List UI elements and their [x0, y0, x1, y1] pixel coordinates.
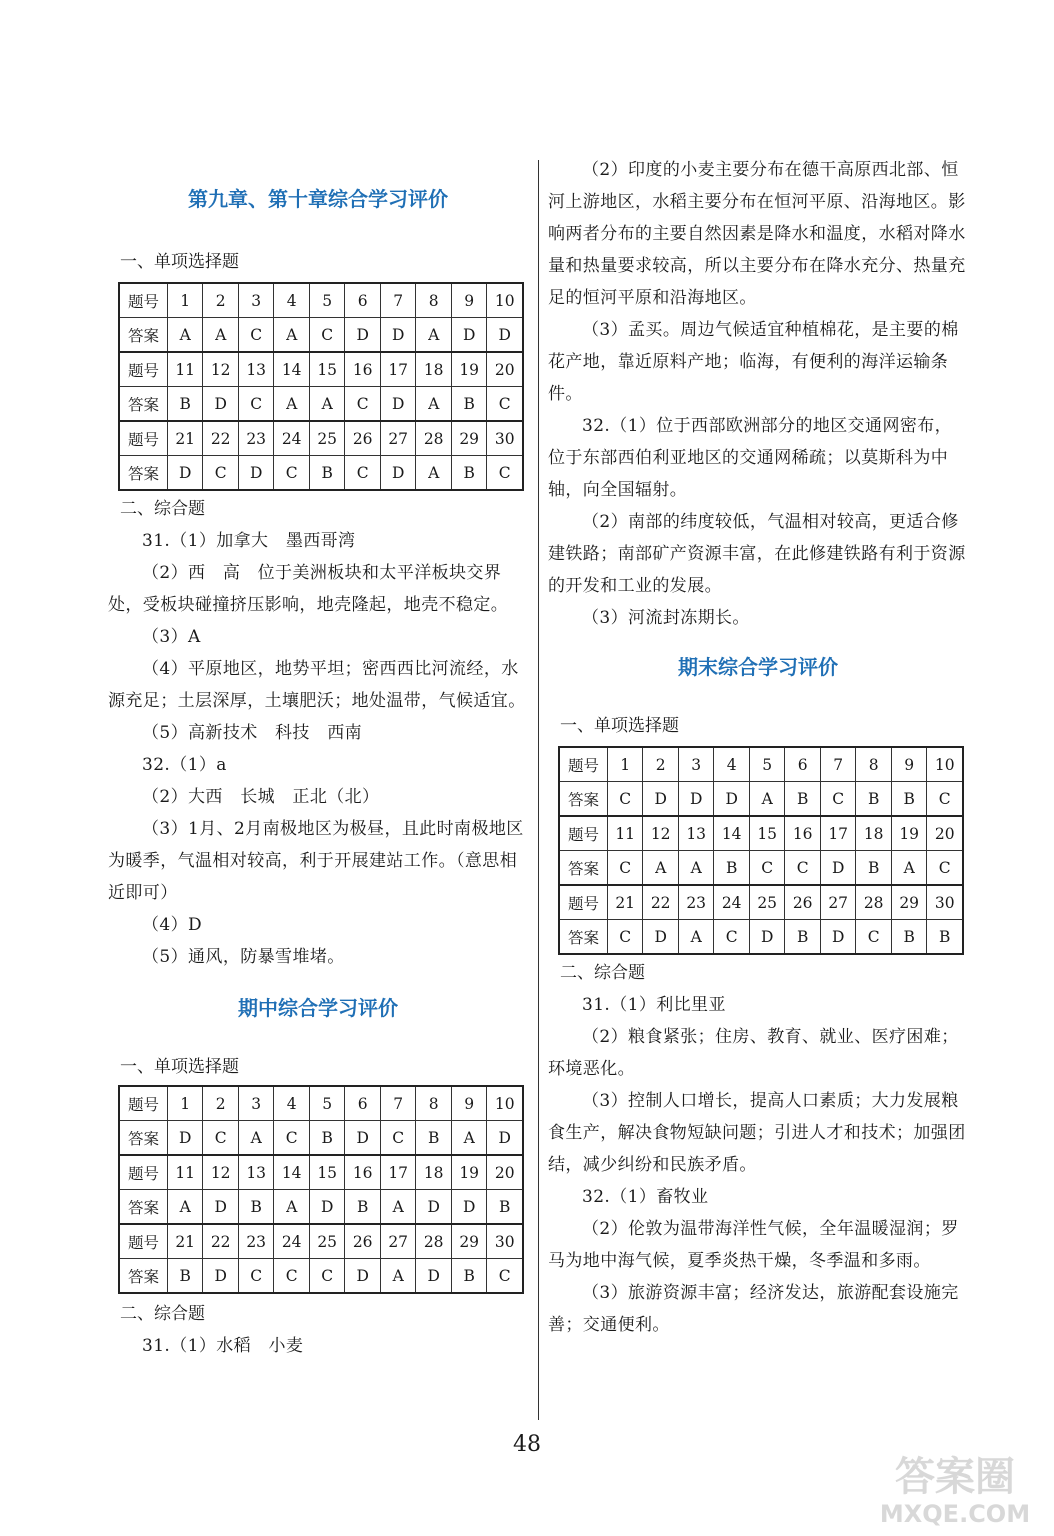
answer-cell: C — [238, 387, 274, 422]
question-number-cell: 28 — [416, 1224, 452, 1259]
answer-cell: B — [416, 1121, 452, 1156]
left-column — [108, 150, 528, 1362]
answer-cell: D — [451, 1190, 487, 1225]
answer-cell: B — [487, 1190, 523, 1225]
question-number-cell: 7 — [380, 1086, 416, 1121]
row-label-question: 题号 — [119, 1155, 167, 1190]
answer-cell: D — [820, 851, 856, 886]
answer-cell: B — [167, 1259, 203, 1294]
question-number-cell: 1 — [167, 283, 203, 318]
question-number-cell: 2 — [203, 283, 239, 318]
answer-cell: D — [451, 318, 487, 353]
question-number-cell: 12 — [643, 816, 679, 851]
answer-cell: B — [309, 1121, 345, 1156]
question-number-cell: 18 — [856, 816, 892, 851]
question-number-cell: 19 — [451, 1155, 487, 1190]
answer-cell: B — [927, 920, 963, 955]
answer-cell: D — [167, 456, 203, 491]
answer-cell: A — [203, 318, 239, 353]
answer-row — [119, 318, 523, 353]
answer-cell: D — [643, 920, 679, 955]
question-number-cell: 15 — [749, 816, 785, 851]
answer-cell: C — [749, 851, 785, 886]
answer-cell: A — [167, 318, 203, 353]
question-number-cell: 30 — [487, 421, 523, 456]
question-number-cell: 1 — [167, 1086, 203, 1121]
answer-cell: A — [274, 387, 310, 422]
answer-paragraph: （3）控制人口增长，提高人口素质；大力发展粮食生产，解决食物短缺问题；引进人才和技术；加强团结，减少纠纷和民族矛盾。 — [548, 1091, 966, 1175]
row-label-answer: 答案 — [559, 782, 607, 817]
answer-paragraph: 31.（1）加拿大 墨西哥湾 — [142, 531, 356, 551]
question-number-row — [559, 885, 963, 920]
question-number-cell: 14 — [274, 1155, 310, 1190]
question-number-cell: 19 — [891, 816, 927, 851]
answer-cell: B — [238, 1190, 274, 1225]
answer-cell: C — [380, 1121, 416, 1156]
answer-paragraph: （4）D — [142, 915, 203, 935]
question-number-cell: 20 — [487, 352, 523, 387]
answer-cell: A — [416, 456, 452, 491]
mcq-heading: 一、单项选择题 — [120, 252, 239, 272]
question-number-cell: 6 — [345, 283, 381, 318]
answer-paragraph: （5）通风，防暴雪堆堵。 — [142, 947, 345, 967]
answer-cell: C — [714, 920, 750, 955]
question-number-cell: 20 — [487, 1155, 523, 1190]
question-number-cell: 8 — [416, 283, 452, 318]
question-number-cell: 5 — [309, 1086, 345, 1121]
question-number-cell: 27 — [820, 885, 856, 920]
question-number-cell: 30 — [927, 885, 963, 920]
answer-cell: A — [678, 920, 714, 955]
question-number-cell: 24 — [714, 885, 750, 920]
question-number-row — [119, 1086, 523, 1121]
question-number-row — [119, 283, 523, 318]
row-label-question: 题号 — [119, 352, 167, 387]
answer-cell: A — [891, 851, 927, 886]
question-number-cell: 24 — [274, 421, 310, 456]
question-number-cell: 17 — [380, 352, 416, 387]
answer-row — [559, 920, 963, 955]
question-number-row — [559, 816, 963, 851]
question-number-cell: 28 — [416, 421, 452, 456]
question-number-cell: 21 — [167, 1224, 203, 1259]
question-number-cell: 9 — [451, 283, 487, 318]
question-number-cell: 19 — [451, 352, 487, 387]
answer-paragraph: 31.（1）水稻 小麦 — [142, 1336, 304, 1356]
answer-cell: D — [416, 1259, 452, 1294]
question-number-cell: 2 — [643, 747, 679, 782]
answer-cell: C — [785, 851, 821, 886]
question-number-cell: 11 — [167, 352, 203, 387]
answer-cell: B — [345, 1190, 381, 1225]
question-number-cell: 21 — [167, 421, 203, 456]
row-label-question: 题号 — [119, 1086, 167, 1121]
question-number-cell: 16 — [345, 352, 381, 387]
answer-paragraph: 32.（1）a — [142, 755, 227, 775]
question-number-cell: 10 — [487, 283, 523, 318]
section-title-ch9-10: 第九章、第十章综合学习评价 — [188, 187, 448, 211]
row-label-question: 题号 — [559, 747, 607, 782]
question-number-cell: 11 — [167, 1155, 203, 1190]
answer-cell: A — [380, 1190, 416, 1225]
question-number-cell: 28 — [856, 885, 892, 920]
answer-cell: B — [309, 456, 345, 491]
question-number-cell: 25 — [749, 885, 785, 920]
question-number-cell: 29 — [451, 1224, 487, 1259]
answer-cell: A — [274, 1190, 310, 1225]
question-number-cell: 5 — [309, 283, 345, 318]
answer-cell: D — [345, 1121, 381, 1156]
answer-cell: B — [451, 387, 487, 422]
row-label-answer: 答案 — [119, 387, 167, 422]
answer-cell: A — [274, 318, 310, 353]
answer-paragraph: 31.（1）利比里亚 — [582, 995, 726, 1015]
answer-cell: C — [856, 920, 892, 955]
answer-cell: C — [274, 456, 310, 491]
answer-cell: C — [487, 1259, 523, 1294]
answer-cell: A — [416, 318, 452, 353]
answer-cell: C — [487, 456, 523, 491]
answer-cell: D — [820, 920, 856, 955]
answers-continued — [548, 154, 968, 634]
question-number-cell: 13 — [678, 816, 714, 851]
answer-cell: D — [643, 782, 679, 817]
question-number-cell: 15 — [309, 1155, 345, 1190]
question-number-cell: 26 — [345, 1224, 381, 1259]
question-number-cell: 12 — [203, 352, 239, 387]
question-number-cell: 20 — [927, 816, 963, 851]
answer-cell: C — [309, 1259, 345, 1294]
question-number-cell: 23 — [238, 1224, 274, 1259]
question-number-cell: 8 — [856, 747, 892, 782]
question-number-row — [559, 747, 963, 782]
answer-cell: B — [891, 782, 927, 817]
answer-row — [119, 387, 523, 422]
answer-cell: D — [714, 782, 750, 817]
answer-paragraph: （4）平原地区，地势平坦；密西西比河流经，水源充足；土层深厚，土壤肥沃；地处温带，气候适宜。 — [108, 659, 526, 711]
answer-cell: B — [891, 920, 927, 955]
answer-paragraph: （5）高新技术 科技 西南 — [142, 723, 363, 743]
question-number-cell: 7 — [380, 283, 416, 318]
answer-cell: D — [309, 1190, 345, 1225]
answer-cell: A — [309, 387, 345, 422]
question-number-cell: 22 — [643, 885, 679, 920]
answer-cell: D — [749, 920, 785, 955]
question-number-cell: 29 — [451, 421, 487, 456]
answer-cell: D — [678, 782, 714, 817]
question-number-cell: 17 — [820, 816, 856, 851]
question-number-cell: 22 — [203, 421, 239, 456]
watermark-url: MXQE.COM — [879, 1500, 1031, 1528]
answer-cell: B — [856, 782, 892, 817]
answers-final — [548, 989, 968, 1341]
question-number-cell: 9 — [891, 747, 927, 782]
question-number-cell: 6 — [345, 1086, 381, 1121]
question-number-cell: 15 — [309, 352, 345, 387]
question-number-cell: 13 — [238, 352, 274, 387]
answer-cell: C — [274, 1121, 310, 1156]
answer-paragraph: （3）旅游资源丰富；经济发达，旅游配套设施完善；交通便利。 — [548, 1283, 959, 1335]
answer-cell: C — [203, 1121, 239, 1156]
question-number-cell: 5 — [749, 747, 785, 782]
row-label-answer: 答案 — [559, 851, 607, 886]
answer-cell: C — [345, 387, 381, 422]
answer-cell: A — [416, 387, 452, 422]
answer-cell: D — [345, 1259, 381, 1294]
answer-paragraph: （2）伦敦为温带海洋性气候，全年温暖湿润；罗马为地中海气候，夏季炎热干燥，冬季温和多雨。 — [548, 1219, 959, 1271]
answer-cell: D — [203, 1259, 239, 1294]
answer-cell: C — [927, 782, 963, 817]
question-number-cell: 13 — [238, 1155, 274, 1190]
watermark-title: 答案圈 — [895, 1454, 1015, 1500]
answer-paragraph: （2）南部的纬度较低，气温相对较高，更适合修建铁路；南部矿产资源丰富，在此修建铁路有利于资源的开发和工业的发展。 — [548, 512, 966, 596]
question-number-cell: 3 — [238, 283, 274, 318]
answer-row — [119, 1259, 523, 1294]
answer-cell: D — [487, 318, 523, 353]
answer-paragraph: 32.（1）位于西部欧洲部分的地区交通网密布，位于东部西伯利亚地区的交通网稀疏；以莫斯科为中轴，向全国辐射。 — [548, 416, 953, 500]
question-number-row — [119, 1224, 523, 1259]
answer-cell: D — [380, 387, 416, 422]
column-divider — [538, 160, 539, 1420]
answer-paragraph: （3）A — [142, 627, 201, 647]
answer-cell: C — [203, 456, 239, 491]
answer-cell: C — [927, 851, 963, 886]
question-number-row — [119, 1155, 523, 1190]
answer-paragraph: （2）西 高 位于美洲板块和太平洋板块交界处，受板块碰撞挤压影响，地壳隆起，地壳不稳定。 — [108, 563, 509, 615]
answer-paragraph: （3）孟买。周边气候适宜种植棉花，是主要的棉花产地，靠近原料产地；临海，有便利的海洋运输条件。 — [548, 320, 959, 404]
answer-row — [119, 456, 523, 491]
answer-cell: B — [714, 851, 750, 886]
question-number-cell: 16 — [785, 816, 821, 851]
answer-cell: B — [856, 851, 892, 886]
answer-cell: D — [203, 387, 239, 422]
question-number-row — [119, 352, 523, 387]
row-label-answer: 答案 — [119, 318, 167, 353]
answer-table-ch9-10 — [118, 282, 524, 491]
answers-ch9-10 — [108, 525, 528, 973]
answer-cell: A — [380, 1259, 416, 1294]
answer-cell: A — [749, 782, 785, 817]
answer-paragraph: 32.（1）畜牧业 — [582, 1187, 709, 1207]
page-number: 48 — [513, 1432, 541, 1457]
answer-paragraph: （3）1月、2月南极地区为极昼，且此时南极地区为暖季，气温相对较高，利于开展建站工作。（意思相近即可） — [108, 819, 524, 903]
watermark-logo — [870, 1444, 1040, 1528]
row-label-answer: 答案 — [119, 1121, 167, 1156]
mcq-heading: 一、单项选择题 — [560, 716, 679, 736]
mcq-heading: 一、单项选择题 — [120, 1057, 239, 1077]
row-label-question: 题号 — [119, 1224, 167, 1259]
question-number-cell: 21 — [607, 885, 643, 920]
question-number-cell: 23 — [238, 421, 274, 456]
question-number-row — [119, 421, 523, 456]
section-title-midterm: 期中综合学习评价 — [238, 996, 398, 1020]
answer-cell: D — [380, 318, 416, 353]
question-number-cell: 4 — [714, 747, 750, 782]
question-number-cell: 14 — [274, 352, 310, 387]
question-number-cell: 27 — [380, 1224, 416, 1259]
question-number-cell: 11 — [607, 816, 643, 851]
answer-cell: C — [309, 318, 345, 353]
question-number-cell: 25 — [309, 1224, 345, 1259]
question-number-cell: 14 — [714, 816, 750, 851]
answer-row — [559, 782, 963, 817]
answer-cell: C — [607, 851, 643, 886]
answer-cell: D — [238, 456, 274, 491]
answer-cell: D — [416, 1190, 452, 1225]
answer-cell: B — [451, 1259, 487, 1294]
answer-cell: D — [203, 1190, 239, 1225]
answer-cell: C — [238, 318, 274, 353]
row-label-question: 题号 — [559, 885, 607, 920]
question-number-cell: 18 — [416, 352, 452, 387]
question-number-cell: 8 — [416, 1086, 452, 1121]
answer-cell: D — [380, 456, 416, 491]
answer-cell: D — [487, 1121, 523, 1156]
answer-cell: B — [785, 920, 821, 955]
answer-row — [119, 1121, 523, 1156]
answer-cell: D — [167, 1121, 203, 1156]
row-label-answer: 答案 — [559, 920, 607, 955]
question-number-cell: 27 — [380, 421, 416, 456]
question-number-cell: 9 — [451, 1086, 487, 1121]
question-number-cell: 6 — [785, 747, 821, 782]
row-label-question: 题号 — [119, 421, 167, 456]
answer-paragraph: （2）大西 长城 正北（北） — [142, 787, 380, 807]
answer-cell: D — [345, 318, 381, 353]
question-number-cell: 26 — [785, 885, 821, 920]
answer-cell: C — [238, 1259, 274, 1294]
question-number-cell: 10 — [487, 1086, 523, 1121]
answer-table-final — [558, 746, 964, 955]
question-number-cell: 30 — [487, 1224, 523, 1259]
question-number-cell: 3 — [238, 1086, 274, 1121]
row-label-answer: 答案 — [119, 1259, 167, 1294]
question-number-cell: 10 — [927, 747, 963, 782]
row-label-question: 题号 — [119, 283, 167, 318]
section-title-final: 期末综合学习评价 — [678, 655, 838, 679]
answer-cell: C — [820, 782, 856, 817]
question-number-cell: 29 — [891, 885, 927, 920]
answer-paragraph: （3）河流封冻期长。 — [582, 608, 750, 628]
question-number-cell: 24 — [274, 1224, 310, 1259]
question-number-cell: 3 — [678, 747, 714, 782]
answer-table-midterm — [118, 1085, 524, 1294]
answer-cell: B — [167, 387, 203, 422]
question-number-cell: 12 — [203, 1155, 239, 1190]
answer-cell: A — [643, 851, 679, 886]
question-number-cell: 18 — [416, 1155, 452, 1190]
question-number-cell: 22 — [203, 1224, 239, 1259]
answers-midterm — [108, 1330, 528, 1362]
answer-cell: A — [451, 1121, 487, 1156]
row-label-answer: 答案 — [119, 456, 167, 491]
question-number-cell: 7 — [820, 747, 856, 782]
row-label-question: 题号 — [559, 816, 607, 851]
right-column — [548, 150, 968, 1341]
answer-cell: A — [238, 1121, 274, 1156]
answer-cell: A — [678, 851, 714, 886]
answer-paragraph: （2）粮食紧张；住房、教育、就业、医疗困难；环境恶化。 — [548, 1027, 959, 1079]
answer-cell: A — [167, 1190, 203, 1225]
question-number-cell: 25 — [309, 421, 345, 456]
answer-cell: C — [607, 920, 643, 955]
question-number-cell: 4 — [274, 1086, 310, 1121]
question-number-cell: 2 — [203, 1086, 239, 1121]
question-number-cell: 23 — [678, 885, 714, 920]
question-number-cell: 16 — [345, 1155, 381, 1190]
answer-paragraph: （2）印度的小麦主要分布在德干高原西北部、恒河上游地区，水稻主要分布在恒河平原、沿海地区。影响两者分布的主要自然因素是降水和温度，水稻对降水量和热量要求较高，所以主要分布在降水充分、热量充足的恒河平原和沿海地区。 — [548, 160, 966, 308]
answer-cell: C — [487, 387, 523, 422]
comprehensive-heading: 二、综合题 — [120, 1304, 205, 1324]
answer-row — [119, 1190, 523, 1225]
answer-cell: C — [274, 1259, 310, 1294]
comprehensive-heading: 二、综合题 — [560, 963, 645, 983]
answer-cell: C — [345, 456, 381, 491]
question-number-cell: 17 — [380, 1155, 416, 1190]
question-number-cell: 4 — [274, 283, 310, 318]
answer-cell: C — [607, 782, 643, 817]
comprehensive-heading: 二、综合题 — [120, 499, 205, 519]
row-label-answer: 答案 — [119, 1190, 167, 1225]
question-number-cell: 26 — [345, 421, 381, 456]
answer-cell: B — [785, 782, 821, 817]
answer-cell: B — [451, 456, 487, 491]
question-number-cell: 1 — [607, 747, 643, 782]
answer-row — [559, 851, 963, 886]
